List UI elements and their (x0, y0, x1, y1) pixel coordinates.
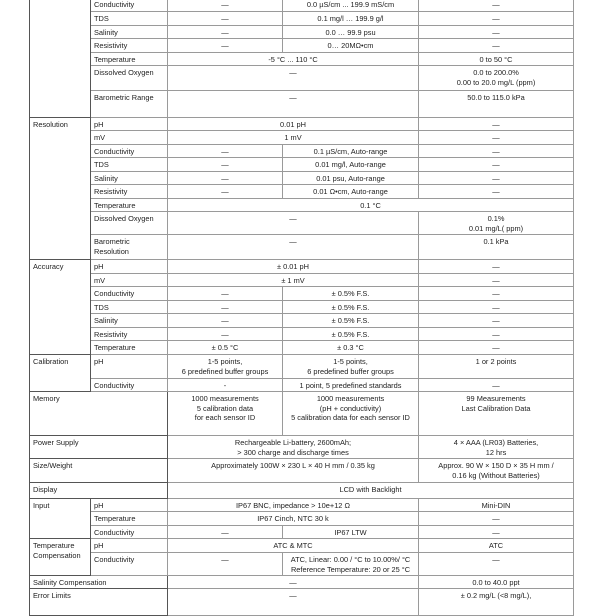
value-cell: Approximately 100W × 230 L × 40 H mm / 0.35 kg (168, 459, 419, 483)
value-cell: 99 Measurements Last Calibration Data (419, 392, 574, 436)
value-cell: 0.01 mg/l, Auto-range (283, 158, 419, 172)
parameter-cell: Conductivity (91, 379, 168, 392)
category-cell-error-limits: Error Limits (30, 589, 168, 616)
value-cell: -5 °C ... 110 °C (168, 53, 419, 66)
table-row (30, 274, 574, 287)
value-cell: — (168, 39, 283, 53)
value-cell: 1000 measurements 5 calibration data for each sensor ID (168, 392, 283, 436)
value-cell: 1-5 points, 6 predefined buffer groups (283, 355, 419, 379)
parameter-cell: Conductivity (91, 526, 168, 539)
value-cell: 1000 measurements (pH + conductivity) 5 calibration data for each sensor ID (283, 392, 419, 436)
value-cell: ± 0.5% F.S. (283, 328, 419, 341)
parameter-cell: Conductivity (91, 287, 168, 301)
value-cell: — (419, 185, 574, 199)
table-row (30, 355, 574, 379)
value-cell: — (419, 0, 574, 12)
parameter-cell: pH (91, 499, 168, 512)
value-cell: 4 × AAA (LR03) Batteries, 12 hrs (419, 436, 574, 459)
value-cell: Approx. 90 W × 150 D × 35 H mm / 0.16 kg (Without Batteries) (419, 459, 574, 483)
value-cell: — (168, 526, 283, 539)
value-cell: — (419, 287, 574, 301)
table-row (30, 158, 574, 172)
value-cell: — (168, 158, 283, 172)
table-row (30, 145, 574, 158)
value-cell: IP67 BNC, impedance > 10e+12 Ω (168, 499, 419, 512)
table-row (30, 131, 574, 145)
parameter-cell: TDS (91, 158, 168, 172)
value-cell: ± 0.5 °C (168, 341, 283, 355)
table-row (30, 199, 574, 212)
parameter-cell: pH (91, 260, 168, 274)
value-cell: 1 or 2 points (419, 355, 574, 379)
value-cell: — (168, 328, 283, 341)
value-cell: — (168, 66, 419, 91)
value-cell: 0.0 µS/cm ... 199.9 mS/cm (283, 0, 419, 12)
table-row (30, 379, 574, 392)
value-cell: 0.1 µS/cm, Auto-range (283, 145, 419, 158)
value-cell: ± 0.5% F.S. (283, 301, 419, 314)
category-cell-accuracy: Accuracy (30, 260, 91, 355)
value-cell: — (419, 145, 574, 158)
value-cell: 0.1 kPa (419, 235, 574, 260)
parameter-cell: pH (91, 118, 168, 131)
value-cell: — (419, 131, 574, 145)
table-row (30, 26, 574, 39)
table-row (30, 392, 574, 436)
table-row (30, 91, 574, 118)
value-cell: ATC, Linear: 0.00 / °C to 10.00%/ °C Reference Temperature: 20 or 25 °C (283, 553, 419, 576)
category-cell-display: Display (30, 483, 168, 499)
value-cell: 0.0 … 99.9 psu (283, 26, 419, 39)
value-cell: ± 0.2 mg/L (<8 mg/L), (419, 589, 574, 616)
value-cell: — (168, 26, 283, 39)
parameter-cell: Conductivity (91, 0, 168, 12)
value-cell: Rechargeable Li-battery, 2600mAh; > 300 charge and discharge times (168, 436, 419, 459)
table-row (30, 539, 574, 553)
value-cell: — (168, 576, 419, 589)
specifications-table (29, 0, 574, 616)
table-row (30, 0, 574, 12)
category-cell-calibration: Calibration (30, 355, 91, 392)
value-cell: — (419, 526, 574, 539)
parameter-cell: pH (91, 539, 168, 553)
parameter-cell: Temperature (91, 512, 168, 526)
table-row (30, 436, 574, 459)
parameter-cell: mV (91, 131, 168, 145)
category-cell-resolution: Resolution (30, 118, 91, 260)
table-row (30, 185, 574, 199)
parameter-cell: Salinity (91, 26, 168, 39)
value-cell: 0.0 to 200.0% 0.00 to 20.0 mg/L (ppm) (419, 66, 574, 91)
table-row (30, 172, 574, 185)
value-cell: — (419, 158, 574, 172)
value-cell: 0.01 psu, Auto-range (283, 172, 419, 185)
parameter-cell: Resistivity (91, 328, 168, 341)
category-cell (30, 0, 91, 118)
value-cell: — (168, 12, 283, 26)
value-cell: — (419, 39, 574, 53)
category-cell-size-weight: Size/Weight (30, 459, 168, 483)
table-row (30, 235, 574, 260)
value-cell: — (168, 0, 283, 12)
parameter-cell: Temperature (91, 53, 168, 66)
table-row (30, 212, 574, 235)
value-cell: ± 1 mV (168, 274, 419, 287)
parameter-cell: Resistivity (91, 185, 168, 199)
value-cell: ATC & MTC (168, 539, 419, 553)
value-cell: — (419, 512, 574, 526)
value-cell: 50.0 to 115.0 kPa (419, 91, 574, 118)
value-cell: — (419, 26, 574, 39)
parameter-cell: mV (91, 274, 168, 287)
value-cell: — (419, 118, 574, 131)
value-cell: — (419, 553, 574, 576)
value-cell: — (168, 235, 419, 260)
value-cell: ± 0.5% F.S. (283, 287, 419, 301)
table-row (30, 328, 574, 341)
parameter-cell: Salinity (91, 172, 168, 185)
parameter-cell: TDS (91, 12, 168, 26)
value-cell: 0.1 mg/l … 199.9 g/l (283, 12, 419, 26)
value-cell: — (419, 301, 574, 314)
value-cell: — (168, 589, 419, 616)
table-row (30, 287, 574, 301)
value-cell: — (168, 301, 283, 314)
value-cell: ATC (419, 539, 574, 553)
value-cell: ± 0.5% F.S. (283, 314, 419, 328)
value-cell: ± 0.3 °C (283, 341, 419, 355)
category-cell-salinity-compensation: Salinity Compensation (30, 576, 168, 589)
value-cell: — (419, 379, 574, 392)
value-cell: — (168, 172, 283, 185)
table-row (30, 512, 574, 526)
value-cell: — (168, 553, 283, 576)
value-cell: — (168, 314, 283, 328)
table-row (30, 526, 574, 539)
value-cell: — (419, 328, 574, 341)
table-row (30, 459, 574, 483)
parameter-cell: Dissolved Oxygen (91, 212, 168, 235)
table-row (30, 39, 574, 53)
table-row (30, 53, 574, 66)
parameter-cell: TDS (91, 301, 168, 314)
value-cell: 1 point, 5 predefined standards (283, 379, 419, 392)
value-cell: — (419, 314, 574, 328)
table-row (30, 483, 574, 499)
table-row (30, 499, 574, 512)
parameter-cell: Salinity (91, 314, 168, 328)
value-cell: 1-5 points, 6 predefined buffer groups (168, 355, 283, 379)
value-cell: — (168, 91, 419, 118)
table-row (30, 260, 574, 274)
parameter-cell: Temperature (91, 341, 168, 355)
category-cell-input: Input (30, 499, 91, 539)
category-cell-power-supply: Power Supply (30, 436, 168, 459)
value-cell: — (168, 212, 419, 235)
category-cell-memory: Memory (30, 392, 168, 436)
table-row (30, 553, 574, 576)
value-cell: - (168, 379, 283, 392)
parameter-cell: pH (91, 355, 168, 379)
value-cell: — (168, 185, 283, 199)
table-row (30, 66, 574, 91)
value-cell: — (419, 341, 574, 355)
parameter-cell: Barometric Range (91, 91, 168, 118)
category-cell-temperature-compensation: Temperature Compensation (30, 539, 91, 576)
parameter-cell: Conductivity (91, 553, 168, 576)
parameter-cell: Conductivity (91, 145, 168, 158)
value-cell: 0.0 to 40.0 ppt (419, 576, 574, 589)
parameter-cell: Resistivity (91, 39, 168, 53)
table-row (30, 301, 574, 314)
value-cell: — (168, 287, 283, 301)
value-cell: LCD with Backlight (168, 483, 574, 499)
value-cell: — (168, 145, 283, 158)
value-cell: — (419, 12, 574, 26)
value-cell: — (419, 260, 574, 274)
value-cell: 0 to 50 °C (419, 53, 574, 66)
value-cell: 1 mV (168, 131, 419, 145)
specifications-body (30, 0, 574, 616)
value-cell: — (419, 274, 574, 287)
value-cell: Mini-DIN (419, 499, 574, 512)
value-cell: 0.1 °C (168, 199, 574, 212)
parameter-cell: Barometric Resolution (91, 235, 168, 260)
table-row (30, 576, 574, 589)
table-row (30, 12, 574, 26)
parameter-cell: Temperature (91, 199, 168, 212)
value-cell: 0.1% 0.01 mg/L( ppm) (419, 212, 574, 235)
value-cell: — (419, 172, 574, 185)
value-cell: 0.01 Ω•cm, Auto-range (283, 185, 419, 199)
parameter-cell: Dissolved Oxygen (91, 66, 168, 91)
value-cell: 0… 20MΩ•cm (283, 39, 419, 53)
table-row (30, 589, 574, 616)
table-row (30, 314, 574, 328)
value-cell: IP67 Cinch, NTC 30 k (168, 512, 419, 526)
value-cell: 0.01 pH (168, 118, 419, 131)
value-cell: ± 0.01 pH (168, 260, 419, 274)
table-row (30, 118, 574, 131)
value-cell: IP67 LTW (283, 526, 419, 539)
table-row (30, 341, 574, 355)
